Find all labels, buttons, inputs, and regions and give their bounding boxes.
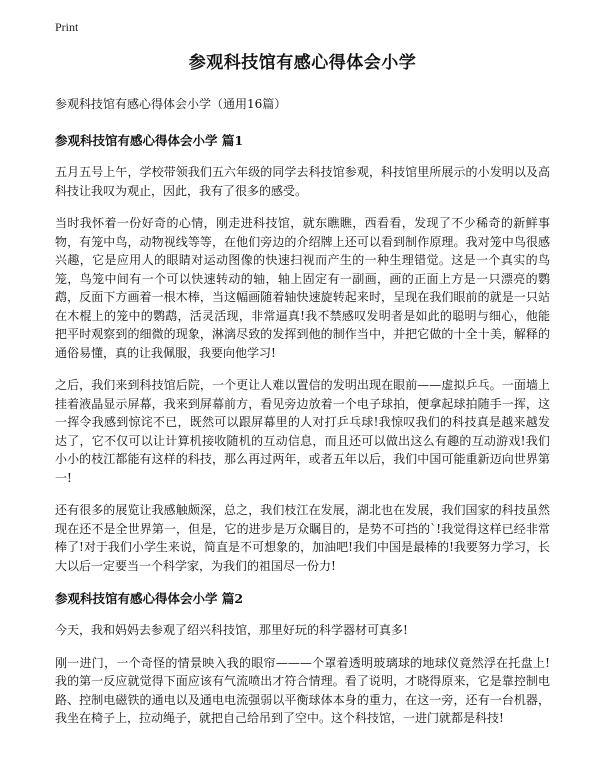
paragraph: 今天，我和妈妈去参观了绍兴科技馆，那里好玩的科学器材可真多!: [55, 623, 408, 637]
document-body: [55, 48, 550, 742]
paragraph: 之后，我们来到科技馆后院，一个更让人难以置信的发明出现在眼前——虚拟乒乓。一面墙上挂着液晶显示屏幕，我来到屏幕前方，看见旁边放着一个电子球拍，便拿起球拍随手一挥，这一挥令我感到惊诧不已，既然可以跟屏幕里的人对打乒乓球!我惊叹我们的科技真是越来越发达了，它不仅可以让计算机接收随机的互动信息，而且还可以做出这么有趣的互动游戏!我们小小的枝江都能有这样的科技，那么再过两年，或者五年以后，我们中国可能重新迈向世界第一!: [55, 378, 550, 485]
section-heading: 参观科技馆有感心得体会小学 篇1: [55, 133, 244, 148]
section-heading: 参观科技馆有感心得体会小学 篇2: [55, 591, 244, 606]
paragraph: 还有很多的展览让我感触颇深，总之，我们枝江在发展，湖北也在发展，我们国家的科技虽然现在还不是全世界第一，但是，它的进步是万众瞩目的，是势不可挡的`!我觉得这样已经非常棒了!对于我们小学生来说，简直是不可想象的，加油吧!我们中国是最棒的!我要努力学习，长大以后一定要当一个科学家，为我们的祖国尽一份力!: [55, 503, 550, 573]
paragraph: 五月五号上午，学校带领我们五六年级的同学去科技馆参观，科技馆里所展示的小发明以及高科技让我叹为观止，因此，我有了很多的感受。: [55, 165, 550, 198]
paragraph: 刚一进门，一个奇怪的情景映入我的眼帘———个罩着透明玻璃球的地球仪竟然浮在托盘上!我的第一反应就觉得下面应该有气流喷出才符合情理。看了说明，才晓得原来，它是靠控制电路、控制电磁铁的通电以及通电电流强弱以平衡球体本身的重力，在这一旁，还有一台机器，我坐在椅子上，拉动绳子，就把自己给吊到了空中。这个科技馆，一进门就都是科技!: [55, 655, 550, 725]
section-2: [55, 589, 550, 728]
section-1: [55, 131, 550, 575]
print-link[interactable]: Print: [55, 20, 79, 34]
paragraph: 当时我怀着一份好奇的心情，刚走进科技馆，就东瞧瞧，西看看，发现了不少稀奇的新鲜事物，有笼中鸟，动物视线等等，在他们旁边的介绍牌上还可以看到制作原理。我对笼中鸟很感兴趣，它是应用人的眼睛对运动图像的快速扫视而产生的一种生理错觉。这是一个真实的鸟笼，鸟笼中间有一个可以快速转动的轴，轴上固定有一副画，画的正面上方是一只漂亮的鹦鹉，反面下方画着一根木棒，当这幅画随着轴快速旋转起来时，呈现在我们眼前的就是一只站在木棍上的笼中的鹦鹉，活灵活现，非常逼真!我不禁感叹发明者是如此的聪明与细心，他能把平时观察到的细微的现象，淋漓尽致的发挥到他的制作当中，并把它做的十全十美，解释的通俗易懂，真的让我佩服，我要向他学习!: [55, 216, 550, 360]
document-subtitle: 参观科技馆有感心得体会小学（通用16篇）: [55, 97, 287, 111]
page-title: 参观科技馆有感心得体会小学: [188, 53, 417, 73]
